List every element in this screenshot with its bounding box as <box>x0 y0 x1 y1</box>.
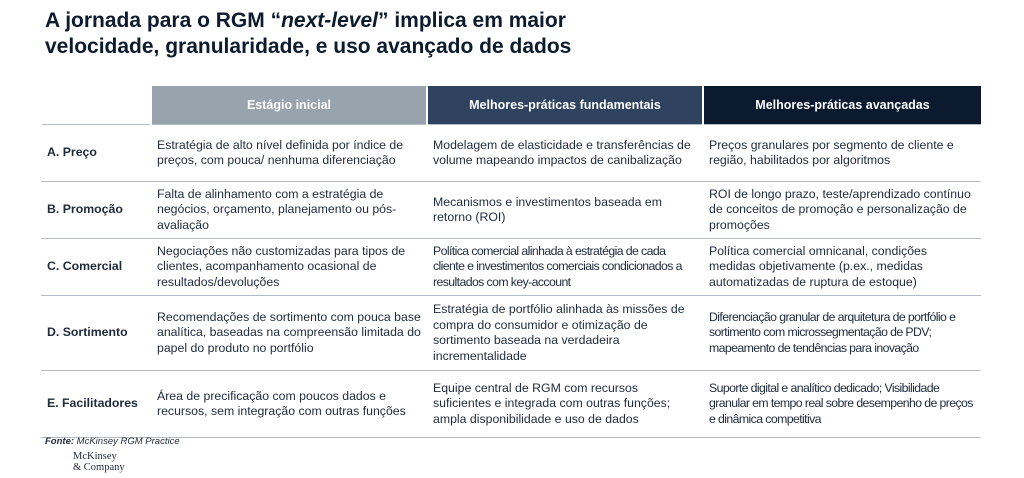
table-row <box>41 125 981 182</box>
table-cell: Política comercial alinhada à estratégia de cada cliente e investimentos comerciais condicionados a resultados com key-account <box>427 239 703 296</box>
source-note <box>45 436 180 447</box>
table-cell: Suporte digital e analítico dedicado; Visibilidade granular em tempo real sobre desempenho de preços e dinâmica competitiva <box>703 371 981 438</box>
table-cell: Recomendações de sortimento com pouca base analítica, baseadas na compreensão limitada do papel do produto no portfólio <box>151 296 427 371</box>
table-cell: Falta de alinhamento com a estratégia de negócios, orçamento, planejamento ou pós-avaliação <box>151 182 427 239</box>
header-initial-stage: Estágio inicial <box>151 86 427 125</box>
row-label-commercial: C. Comercial <box>41 239 151 296</box>
row-label-promotion: B. Promoção <box>41 182 151 239</box>
logo-line-2: & Company <box>73 462 125 473</box>
table-cell: ROI de longo prazo, teste/aprendizado contínuo de conceitos de promoção e personalização de promoções <box>703 182 981 239</box>
mckinsey-logo <box>73 451 125 473</box>
table-row <box>41 239 981 296</box>
source-label: Fonte: <box>45 436 75 447</box>
table-cell: Estratégia de portfólio alinhada às missões de compra do consumidor e otimização de sortimento baseada na verdadeira incrementalidade <box>427 296 703 371</box>
table-cell: Área de precificação com poucos dados e recursos, sem integração com outras funções <box>151 371 427 438</box>
maturity-table <box>40 86 981 438</box>
page-title <box>45 8 985 60</box>
row-label-assortment: D. Sortimento <box>41 296 151 371</box>
header-corner <box>41 86 151 125</box>
logo-line-1: McKinsey <box>73 451 117 462</box>
table-cell: Política comercial omnicanal, condições medidas objetivamente (p.ex., medidas automatizadas de ruptura de estoque) <box>703 239 981 296</box>
row-label-enablers: E. Facilitadores <box>41 371 151 438</box>
header-advanced-practices: Melhores-práticas avançadas <box>703 86 981 125</box>
row-label-price: A. Preço <box>41 125 151 182</box>
table-cell: Equipe central de RGM com recursos suficientes e integrada com outras funções; ampla disponibilidade e uso de dados <box>427 371 703 438</box>
table-row <box>41 296 981 371</box>
table-cell: Negociações não customizadas para tipos de clientes, acompanhamento ocasional de resultados/devoluções <box>151 239 427 296</box>
table-cell: Modelagem de elasticidade e transferências de volume mapeando impactos de canibalização <box>427 125 703 182</box>
table-cell: Preços granulares por segmento de cliente e região, habilitados por algoritmos <box>703 125 981 182</box>
header-fundamental-practices: Melhores-práticas fundamentais <box>427 86 703 125</box>
title-emphasis: next-level <box>281 9 378 32</box>
header-row <box>41 86 981 125</box>
source-text: McKinsey RGM Practice <box>74 436 180 447</box>
table-row <box>41 182 981 239</box>
title-text-end: ” implica em maior <box>377 9 566 32</box>
title-text-start: A jornada para o RGM “ <box>45 9 282 32</box>
table-cell: Estratégia de alto nível definida por índice de preços, com pouca/ nenhuma diferenciação <box>151 125 427 182</box>
title-line-2: velocidade, granularidade, e uso avançado de dados <box>45 35 572 58</box>
table-row <box>41 371 981 438</box>
table-cell: Mecanismos e investimentos baseada em retorno (ROI) <box>427 182 703 239</box>
table-cell: Diferenciação granular de arquitetura de portfólio e sortimento com microssegmentação de PDV; mapeamento de tendências para inovação <box>703 296 981 371</box>
